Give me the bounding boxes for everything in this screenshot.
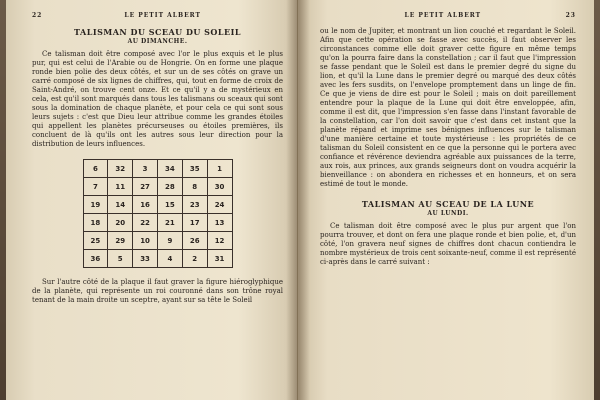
right-running-head (320, 12, 576, 19)
magic-square-cell: 5 (108, 250, 133, 268)
magic-square-cell: 13 (207, 214, 232, 232)
left-section-subtitle: AU DIMANCHE. (127, 38, 188, 45)
magic-square-cell: 28 (157, 178, 182, 196)
magic-square-cell: 33 (133, 250, 158, 268)
magic-square-row (83, 160, 232, 178)
magic-square-cell: 30 (207, 178, 232, 196)
magic-square-cell: 7 (83, 178, 108, 196)
magic-square-row (83, 214, 232, 232)
magic-square-cell: 3 (133, 160, 158, 178)
magic-square-cell: 8 (182, 178, 207, 196)
left-footer-paragraph: Sur l'autre côté de la plaque il faut graver la figure hiéroglyphique de la planète, qui représente un roi couronné dans son trône royal tenant de la main droite un sceptre, ayant sur sa tête le Soleil (32, 278, 283, 304)
magic-square-cell: 9 (157, 232, 182, 250)
magic-square-cell: 31 (207, 250, 232, 268)
magic-square-cell: 10 (133, 232, 158, 250)
magic-square-cell: 16 (133, 196, 158, 214)
right-body-paragraph: ou le nom de Jupiter, et montrant un lion couché et regardant le Soleil. Afin que cette opération se fasse avec succès, il faut observer les circonstances comme elle doit graver cette figure en même temps qu'on la pourra faire dans la constellation ; car il faut que l'impression se fasse pendant que le Soleil est dans le premier degré du signe du lion, et qu'il la Lune dans le premier degré ou marqué des deux côtés avec les fers susdits, on l'envelope promptement dans un linge de fin. Ce que je viens de dire est pour le Soleil ; mais on doit pareillement entendre pour la plaque de la Lune qui doit être enveloppée, afin, comme il est dit, que l'impression s'en fasse dans l'instant favorable de la constellation, car l'on doit savoir que c'est dans cet instant que la planète répand et imprime ses bénignes influences sur le talisman d'une manière certaine et toute mystérieuse : les propriétés de ce talisman du Soleil consistent en ce que la personne qui le portera avec confiance et révérence deviendra agréable aux puissances de la terre, aux rois, aux princes, aux grands seigneurs dont on voudra acquérir la bienveillance : on abondera en richesses et en honneurs, et on sera estimé de tout le monde. (320, 27, 576, 188)
magic-square-cell: 26 (182, 232, 207, 250)
right-section-title: TALISMAN AU SCEAU DE LA LUNE (361, 199, 535, 209)
right-body-paragraph-2: Ce talisman doit être composé avec le plus pur argent que l'on pourra trouver, et dont on fera une plaque ronde et bien polie, et, d'un côté, l'on gravera neuf signes de chiffres dont chacun contiendra le nombre mystérieux de trois cent soixante-neuf, comme il est représenté ci-après dans le carré suivant : (320, 222, 576, 266)
left-page-number: 22 (32, 12, 43, 19)
right-section-subtitle: AU LUNDI. (427, 210, 469, 217)
magic-square-cell: 15 (157, 196, 182, 214)
right-book-title: LE PETIT ALBERT (404, 12, 482, 19)
magic-square-row (83, 178, 232, 196)
magic-square-cell: 18 (83, 214, 108, 232)
magic-square-cell: 6 (83, 160, 108, 178)
magic-square-cell: 32 (108, 160, 133, 178)
magic-square-cell: 4 (157, 250, 182, 268)
magic-square-cell: 22 (133, 214, 158, 232)
magic-square-cell: 27 (133, 178, 158, 196)
right-page (298, 0, 594, 400)
magic-square-cell: 29 (108, 232, 133, 250)
magic-square-cell: 19 (83, 196, 108, 214)
magic-square-cell: 2 (182, 250, 207, 268)
magic-square-cell: 36 (83, 250, 108, 268)
magic-square-cell: 34 (157, 160, 182, 178)
magic-square-cell: 25 (83, 232, 108, 250)
magic-square-row (83, 232, 232, 250)
magic-square-cell: 12 (207, 232, 232, 250)
magic-square-cell: 17 (182, 214, 207, 232)
magic-square-cell: 21 (157, 214, 182, 232)
magic-square-cell: 23 (182, 196, 207, 214)
magic-square-cell: 11 (108, 178, 133, 196)
magic-square-table (83, 159, 233, 268)
left-book-title: LE PETIT ALBERT (124, 12, 201, 19)
right-page-number: 23 (565, 12, 576, 19)
magic-square-cell: 1 (207, 160, 232, 178)
left-section-title: TALISMAN DU SCEAU DU SOLEIL (74, 27, 241, 37)
left-page (6, 0, 298, 400)
magic-square-cell: 24 (207, 196, 232, 214)
magic-square-row (83, 196, 232, 214)
magic-square-row (83, 250, 232, 268)
magic-square-wrap (83, 159, 233, 268)
left-body-paragraph: Ce talisman doit être composé avec l'or le plus exquis et le plus pur, qui est celui de l'Arabie ou de Hongrie. On en forme une plaque ronde bien polie des deux côtés, et sur un de ses côtés on grave un carré composé de six lignes de chiffres, qui, tout en forme de croix de Saint-André, on trouve cent onze. Et ce qu'il y a de mystérieux en cela, est qu'il sont marqués dans tous les talismans ou sceaux qui sont sous la domination de chaque planète, et pour cela ce qui sont sous leurs sujets : c'est que Dieu leur attribue comme les grandes étoiles qui appellent les planètes précurseuses ou étoiles premières, ils concluent de là qu'ils ont les autres sous leur direction pour la distribution de leurs influences. (32, 50, 283, 148)
magic-square-cell: 35 (182, 160, 207, 178)
left-running-head (32, 12, 283, 19)
magic-square-cell: 14 (108, 196, 133, 214)
magic-square-cell: 20 (108, 214, 133, 232)
